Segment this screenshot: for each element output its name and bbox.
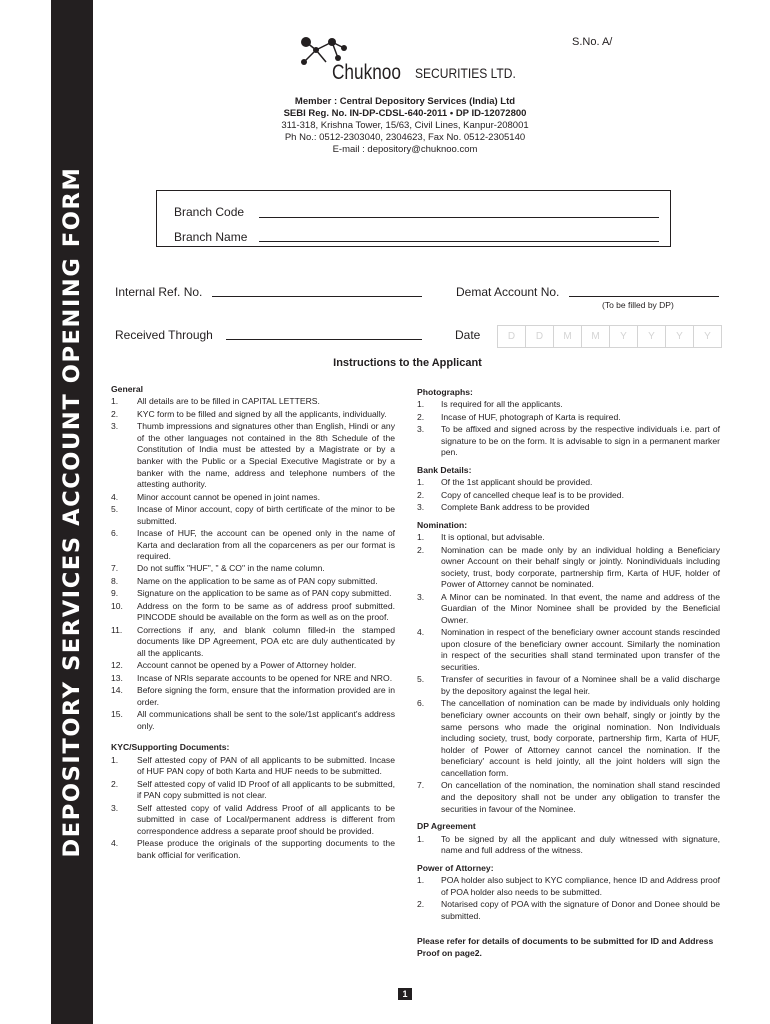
item-number: 3. (417, 591, 425, 602)
form-title: DEPOSITORY SERVICES ACCOUNT OPENING FORM (59, 166, 85, 858)
item-number: 1. (417, 833, 425, 844)
instruction-item (111, 601, 395, 624)
instruction-item (111, 660, 395, 672)
item-number: 15. (111, 708, 123, 719)
branch-name-label: Branch Name (174, 230, 248, 244)
date-box[interactable]: D (497, 325, 526, 348)
date-box[interactable]: Y (609, 325, 638, 348)
item-number: 8. (111, 575, 119, 586)
nomination-list (417, 532, 720, 815)
item-text: Incase of NRIs separate accounts to be opened for NRE and NRO. (137, 672, 393, 683)
instruction-item (111, 625, 395, 660)
instructions-title: Instructions to the Applicant (333, 357, 482, 369)
logo-name: Chuknoo (332, 61, 401, 84)
instruction-item (111, 779, 395, 802)
item-number: 13. (111, 672, 123, 683)
instruction-item (111, 576, 395, 588)
item-text: Before signing the form, ensure that the information provided are in order. (137, 685, 395, 707)
item-number: 9. (111, 588, 119, 599)
poa-list (417, 875, 720, 922)
item-text: All details are to be filled in CAPITAL LETTERS. (137, 396, 320, 407)
instruction-item (417, 532, 720, 544)
instruction-item (111, 838, 395, 861)
instruction-item (417, 627, 720, 673)
item-text: POA holder also subject to KYC compliance, hence ID and Address proof of POA holder also needs to be submitted. (441, 875, 720, 897)
member-line: Member : Central Depository Services (India) Ltd (294, 96, 516, 107)
item-number: 5. (111, 503, 119, 514)
item-number: 4. (417, 627, 425, 638)
instruction-item (417, 899, 720, 922)
instruction-item (111, 685, 395, 708)
received-through-label: Received Through (115, 328, 213, 342)
email-line: E-mail : depository@chuknoo.com (332, 144, 478, 155)
item-text: Self attested copy of valid Address Proof of all applicants to be submitted in case of Local/permanent address is different from correspondence address a separate proof should be provided. (137, 802, 395, 836)
company-logo (292, 34, 532, 86)
item-text: Nomination can be made only by an individual holding a Beneficiary owner Account on their behalf singly or jointly. Nonindividuals including society, trust, body corporate, partnership firm, Karta of HUF, holder of Power of Attorney cannot be nominated. (441, 544, 720, 590)
kyc-list (111, 755, 395, 862)
instruction-item (111, 755, 395, 778)
address-line: 311-318, Krishna Tower, 15/63, Civil Lines, Kanpur-208001 (281, 120, 529, 131)
instruction-item (111, 409, 395, 421)
item-number: 1. (111, 754, 119, 765)
item-number: 1. (417, 875, 425, 886)
demat-account-field[interactable] (569, 296, 719, 297)
item-text: Incase of HUF, photograph of Karta is required. (441, 411, 621, 422)
item-text: Corrections if any, and blank column filled-in the stamped documents like DP Agreement, POA etc are duly authenticated by all the applicants. (137, 624, 395, 658)
instruction-item (111, 421, 395, 491)
instructions-right-column (417, 387, 720, 959)
received-through-field[interactable] (226, 339, 422, 340)
logo-suffix: SECURITIES LTD. (415, 65, 516, 81)
item-number: 6. (111, 527, 119, 538)
instruction-item (417, 399, 720, 411)
item-text: Account cannot be opened by a Power of Attorney holder. (137, 660, 357, 671)
item-text: Copy of cancelled cheque leaf is to be provided. (441, 489, 624, 500)
item-text: Nomination in respect of the beneficiary owner account stands rescinded upon closure of the beneficiary owner account. Similarly the nomination in respect of the securities shall stand terminated upon transfer of the securities. (441, 627, 720, 673)
branch-box (156, 190, 671, 247)
instruction-item (417, 490, 720, 502)
poa-heading: Power of Attorney: (417, 862, 494, 873)
item-text: Address on the form to be same as of address proof submitted. PINCODE should be available on the form as well as on the proof. (137, 600, 395, 623)
item-text: Complete Bank address to be provided (441, 502, 590, 513)
item-number: 3. (111, 802, 119, 813)
date-box[interactable]: D (525, 325, 554, 348)
instruction-item (417, 477, 720, 489)
item-text: Of the 1st applicant should be provided. (441, 477, 593, 488)
item-number: 2. (111, 408, 119, 419)
item-text: Minor account cannot be opened in joint names. (137, 491, 320, 502)
item-text: Name on the application to be same as of PAN copy submitted. (137, 575, 378, 586)
date-field[interactable] (497, 325, 722, 348)
bank-list (417, 477, 720, 513)
date-box[interactable]: Y (637, 325, 666, 348)
instructions-left-column (111, 384, 395, 861)
branch-code-field[interactable] (259, 217, 659, 218)
item-text: On cancellation of the nomination, the nomination shall stand rescinded and the depository shall not be under any obligation to transfer the securities in favour of the Nominee. (441, 780, 720, 814)
instruction-item (417, 698, 720, 779)
instruction-item (417, 502, 720, 514)
phone-line: Ph No.: 0512-2303040, 2304623, Fax No. 0512-2305140 (284, 132, 526, 143)
item-number: 4. (111, 491, 119, 502)
item-text: Self attested copy of valid ID Proof of all applicants to be submitted, if PAN copy submitted is not clear. (137, 778, 395, 801)
item-number: 7. (417, 780, 425, 791)
item-text: Please produce the originals of the supporting documents to the bank official for verification. (137, 838, 395, 860)
internal-ref-field[interactable] (212, 296, 422, 297)
dp-agreement-heading: DP Agreement (417, 821, 476, 832)
item-number: 7. (111, 563, 119, 574)
date-box[interactable]: Y (665, 325, 694, 348)
item-text: Thumb impressions and signatures other than English, Hindi or any of the other languages not contained in the 8th Schedule of the Constitution of India must be attested by a Magistrate or by a banker with the Public or a Special Executive Magistrate or by a banker with the name, address and telephone numbers of the attesting authority. (137, 421, 395, 490)
item-text: It is optional, but advisable. (441, 532, 545, 543)
item-text: Self attested copy of PAN of all applicants to be submitted. Incase of HUF PAN copy of both Karta and HUF needs to be submitted. (137, 754, 395, 777)
date-label: Date (455, 328, 481, 342)
sebi-line: SEBI Reg. No. IN-DP-CDSL-640-2011 • DP ID-12072800 (283, 108, 527, 119)
item-text: Transfer of securities in favour of a Nominee shall be a valid discharge by the depository against the legal heir. (441, 674, 720, 697)
item-number: 1. (417, 399, 425, 410)
item-number: 1. (417, 532, 425, 543)
item-number: 11. (111, 624, 123, 635)
item-number: 5. (417, 674, 425, 685)
item-number: 3. (417, 424, 425, 435)
item-number: 14. (111, 685, 123, 695)
general-list (111, 396, 395, 732)
instruction-item (111, 504, 395, 527)
date-box[interactable]: Y (693, 325, 722, 348)
dp-agreement-list (417, 834, 720, 857)
item-number: 12. (111, 660, 123, 671)
kyc-heading: KYC/Supporting Documents: (111, 742, 230, 753)
branch-code-label: Branch Code (174, 205, 245, 219)
item-number: 2. (111, 778, 119, 789)
item-number: 10. (111, 600, 123, 611)
item-number: 2. (417, 489, 425, 500)
general-heading: General (111, 384, 144, 394)
instruction-item (111, 528, 395, 563)
item-text: Is required for all the applicants. (441, 399, 563, 410)
item-number: 4. (111, 838, 119, 849)
instruction-item (417, 674, 720, 697)
instruction-item (417, 424, 720, 459)
item-number: 2. (417, 899, 425, 910)
item-number: 1. (111, 396, 119, 407)
instruction-item (111, 673, 395, 685)
item-number: 2. (417, 544, 425, 555)
item-number: 3. (417, 502, 425, 513)
photographs-list (417, 399, 720, 459)
item-text: Signature on the application to be same as of PAN copy submitted. (137, 588, 392, 599)
item-number: 2. (417, 411, 425, 422)
dp-note: (To be filled by DP) (602, 300, 674, 310)
date-box[interactable]: M (581, 325, 610, 348)
instruction-item (111, 588, 395, 600)
item-text: A Minor can be nominated. In that event, the name and address of the Guardian of the Minor Nominee shall be provided by the Beneficial Owner. (441, 591, 720, 625)
instruction-item (417, 780, 720, 815)
instruction-item (111, 803, 395, 838)
instruction-item (417, 834, 720, 857)
item-number: 6. (417, 698, 425, 709)
bank-heading: Bank Details: (417, 464, 472, 475)
instruction-item (417, 412, 720, 424)
item-text: All communications shall be sent to the sole/1st applicant's address only. (137, 708, 395, 731)
instruction-item (111, 709, 395, 732)
instruction-item (111, 563, 395, 575)
refer-note: Please refer for details of documents to be submitted for ID and Address Proof on page2. (417, 936, 714, 958)
page-number: 1 (398, 988, 412, 1000)
item-text: Incase of HUF, the account can be opened only in the name of Karta and declaration from all the coparceners as per our format is required. (137, 527, 395, 562)
internal-ref-label: Internal Ref. No. (115, 285, 203, 299)
item-text: Incase of Minor account, copy of birth certificate of the minor to be submitted. (137, 503, 395, 526)
item-text: Notarised copy of POA with the signature of Donor and Donee should be submitted. (441, 899, 720, 921)
item-text: To be affixed and signed across by the respective individuals i.e. part of signature to be on the form. It is advisable to sign in a permanent marker pen. (441, 424, 720, 458)
item-text: Do not suffix "HUF", " & CO" in the name column. (137, 563, 325, 574)
item-number: 3. (111, 421, 119, 432)
demat-account-label: Demat Account No. (456, 285, 560, 299)
branch-name-field[interactable] (259, 241, 659, 242)
date-box[interactable]: M (553, 325, 582, 348)
instruction-item (111, 492, 395, 504)
item-text: To be signed by all the applicant and duly witnessed with signature, name and full address of the witness. (441, 833, 720, 856)
instruction-item (417, 592, 720, 627)
item-text: The cancellation of nomination can be made by individuals only holding beneficiary owner accounts on their own behalf, singly or jointly by the same persons who made the original nomination. Non Individuals including society, trust, body corporate, partnership firm, Karta of HUF, holder of Power of Attorney cannot cancel the nomination. If the beneficiary' account is held jointly, all the joint holders will sign the cancellation form. (441, 698, 720, 778)
item-number: 1. (417, 477, 425, 488)
serial-number-label: S.No. A/ (572, 36, 613, 48)
photographs-heading: Photographs: (417, 387, 473, 397)
instruction-item (111, 396, 395, 408)
item-text: KYC form to be filled and signed by all the applicants, individually. (137, 408, 387, 419)
nomination-heading: Nomination: (417, 519, 468, 530)
instruction-item (417, 545, 720, 591)
instruction-item (417, 875, 720, 898)
